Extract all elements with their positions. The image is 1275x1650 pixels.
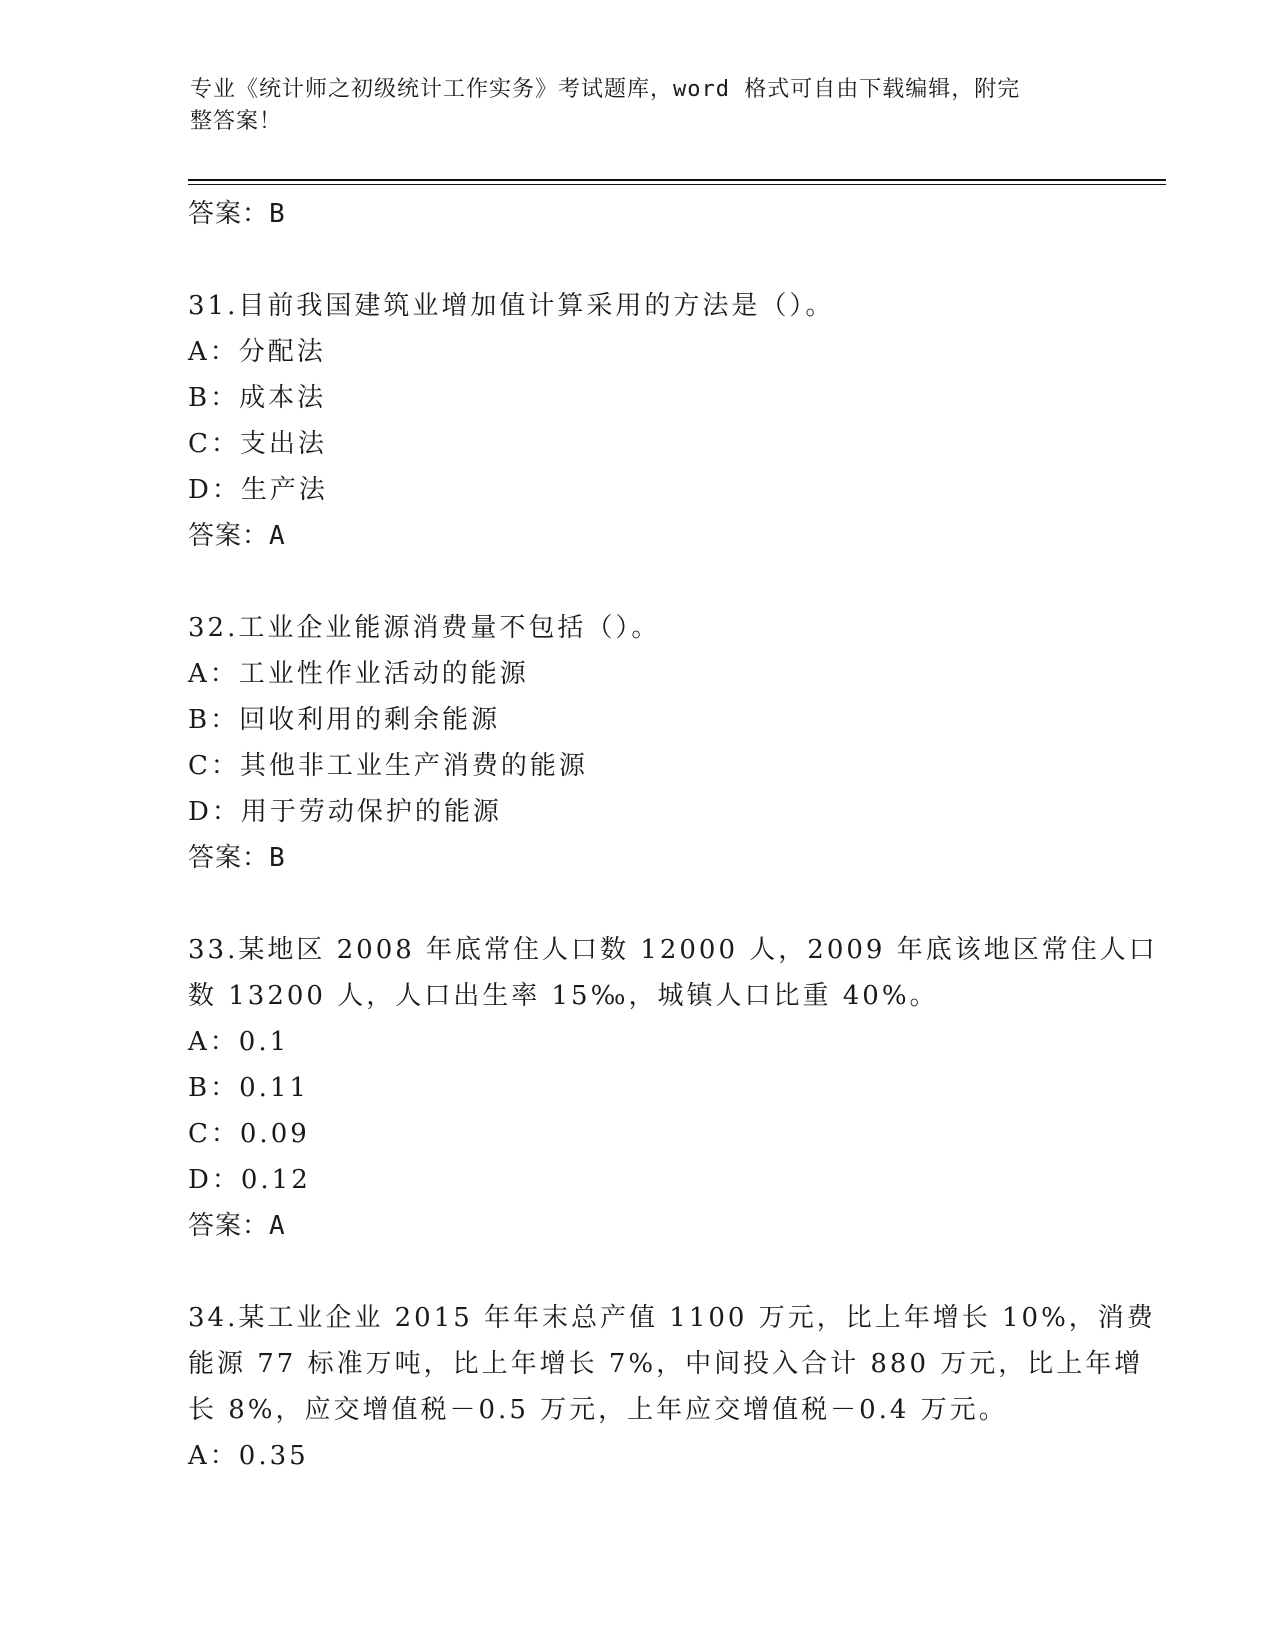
spacer [188, 559, 1088, 605]
question-31 [188, 283, 1088, 559]
spacer [188, 1249, 1088, 1295]
option-b: B：0.11 [188, 1073, 309, 1103]
option-d: D：生产法 [188, 475, 328, 505]
option-c: C：0.09 [188, 1119, 310, 1149]
question-text-line-2: 数 13200 人，人口出生率 15‰，城镇人口比重 40%。 [188, 981, 939, 1011]
question-text: 32.工业企业能源消费量不包括（）。 [188, 613, 661, 643]
question-text-line-1: 33.某地区 2008 年底常住人口数 12000 人，2009 年底该地区常住人口 [188, 935, 1158, 965]
question-text: 31.目前我国建筑业增加值计算采用的方法是（）。 [188, 291, 835, 321]
question-text-line-3: 长 8%，应交增值税－0.5 万元，上年应交增值税－0.4 万元。 [188, 1395, 1008, 1425]
option-a: A：0.1 [188, 1027, 290, 1057]
option-b: B：成本法 [188, 383, 327, 413]
question-text-line-2: 能源 77 标准万吨，比上年增长 7%，中间投入合计 880 万元，比上年增 [188, 1349, 1144, 1379]
option-d: D：0.12 [188, 1165, 311, 1195]
question-content [188, 191, 1158, 1479]
answer: 答案：A [188, 521, 286, 551]
answer: 答案：B [188, 843, 286, 873]
previous-answer: 答案：B [188, 199, 286, 229]
question-32 [188, 605, 1088, 881]
option-a: A：0.35 [188, 1441, 309, 1471]
option-b: B：回收利用的剩余能源 [188, 705, 501, 735]
option-d: D：用于劳动保护的能源 [188, 797, 502, 827]
option-a: A：分配法 [188, 337, 326, 367]
option-c: C：其他非工业生产消费的能源 [188, 751, 588, 781]
spacer [188, 881, 1088, 927]
option-a: A：工业性作业活动的能源 [188, 659, 529, 689]
header-line-2: 整答案！ [190, 109, 283, 134]
option-c: C：支出法 [188, 429, 327, 459]
answer: 答案：A [188, 1211, 286, 1241]
document-header [190, 74, 1080, 138]
header-line-1: 专业《统计师之初级统计工作实务》考试题库，word 格式可自由下载编辑，附完 [190, 77, 1021, 102]
header-rule-thick [188, 179, 1166, 181]
question-34 [188, 1295, 1156, 1479]
header-rule-thin [188, 184, 1166, 185]
spacer [188, 237, 1088, 283]
question-text-line-1: 34.某工业企业 2015 年年末总产值 1100 万元，比上年增长 10%，消费 [188, 1303, 1156, 1333]
question-33 [188, 927, 1158, 1249]
